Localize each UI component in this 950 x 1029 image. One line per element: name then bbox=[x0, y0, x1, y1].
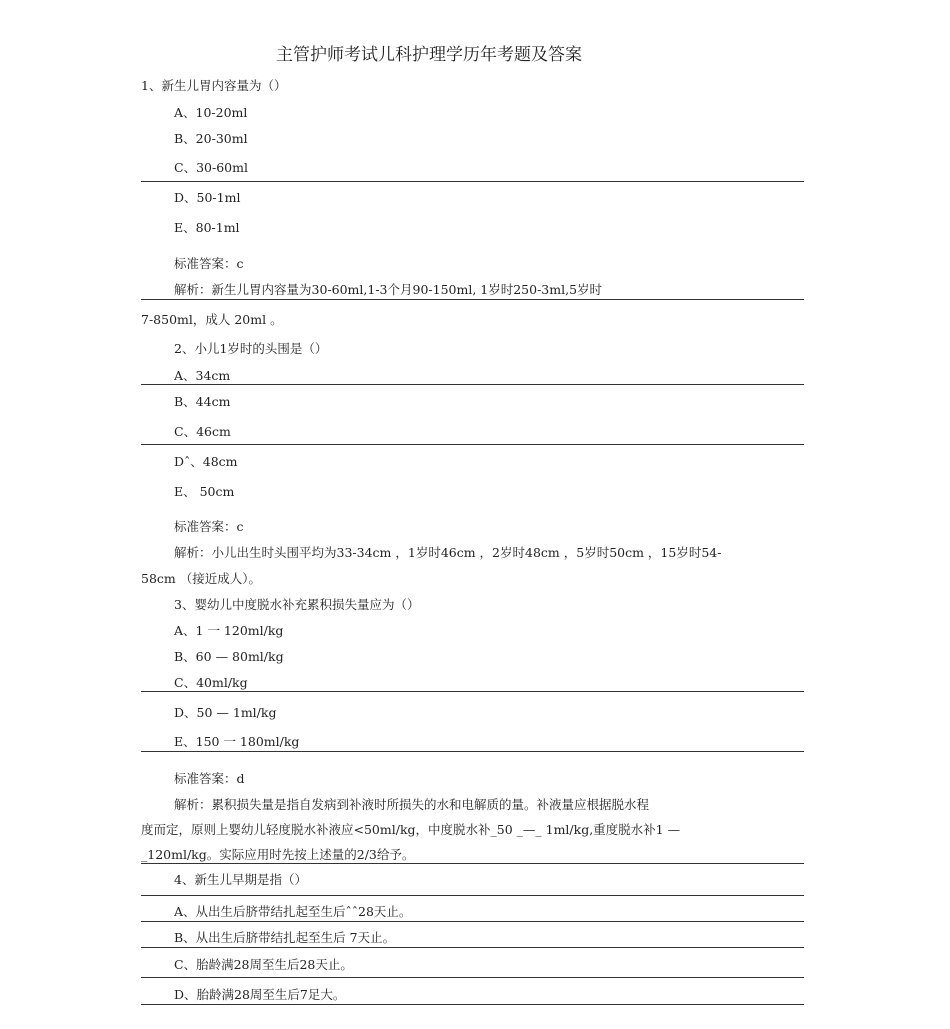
option-e: E、80-1ml bbox=[174, 220, 240, 235]
option-d: Dˆ、48cm bbox=[174, 454, 238, 469]
option-c: C、胎龄满28周至生后28天止。 bbox=[174, 957, 353, 972]
divider bbox=[141, 947, 804, 948]
divider bbox=[141, 384, 804, 385]
question-stem: 2、小儿1岁时的头围是（） bbox=[174, 341, 328, 356]
explanation-line: 7-850ml，成人 20ml 。 bbox=[141, 312, 283, 327]
divider bbox=[141, 299, 804, 300]
option-c: C、40ml/kg bbox=[174, 675, 248, 690]
explanation-line: 解析：新生儿胃内容量为30-60ml,1-3个月90-150ml, 1岁时250-3ml,5岁时 bbox=[174, 282, 603, 297]
divider bbox=[141, 863, 804, 864]
option-a: A、1 一 120ml/kg bbox=[174, 623, 284, 638]
divider bbox=[141, 444, 804, 445]
answer-text: 标准答案：d bbox=[174, 771, 245, 786]
option-b: B、从出生后脐带结扎起至生后 7天止。 bbox=[174, 930, 396, 945]
option-a: A、34cm bbox=[174, 368, 231, 383]
question-stem: 1、新生儿胃内容量为（） bbox=[141, 78, 287, 93]
option-c: C、46cm bbox=[174, 424, 231, 439]
divider bbox=[141, 977, 804, 978]
divider bbox=[141, 921, 804, 922]
option-b: B、60 — 80ml/kg bbox=[174, 649, 284, 664]
answer-text: 标准答案：c bbox=[174, 256, 244, 271]
option-a: A、10-20ml bbox=[174, 105, 248, 120]
option-d: D、胎龄满28周至生后7足大。 bbox=[174, 987, 346, 1002]
explanation-line: _120ml/kg。实际应用时先按上述量的2/3给予。 bbox=[141, 847, 415, 862]
question-stem: 4、新生儿早期是指（） bbox=[174, 872, 307, 887]
explanation-line: 解析：小儿出生时头围平均为33-34cm ，1岁时46cm ，2岁时48cm ，5岁时50cm ，15岁时54- bbox=[174, 545, 722, 560]
explanation-line: 度而定，原则上婴幼儿轻度脱水补液应<50ml/kg，中度脱水补_50 _—_ 1ml/kg,重度脱水补1 — bbox=[141, 822, 681, 837]
explanation-line: 解析：累积损失量是指自发病到补液时所损失的水和电解质的量。补液量应根据脱水程 bbox=[174, 797, 650, 812]
divider bbox=[141, 181, 804, 182]
option-d: D、50 — 1ml/kg bbox=[174, 705, 277, 720]
option-e: E、 50cm bbox=[174, 484, 235, 499]
divider bbox=[141, 691, 804, 692]
divider bbox=[141, 1004, 804, 1005]
option-b: B、44cm bbox=[174, 394, 231, 409]
document-title: 主管护师考试儿科护理学历年考题及答案 bbox=[276, 45, 582, 65]
answer-text: 标准答案：c bbox=[174, 519, 244, 534]
option-a: A、从出生后脐带结扎起至生后ˆˆ28天止。 bbox=[174, 904, 412, 919]
option-b: B、20-30ml bbox=[174, 131, 248, 146]
divider bbox=[141, 895, 804, 896]
option-d: D、50-1ml bbox=[174, 190, 241, 205]
divider bbox=[141, 751, 804, 752]
option-e: E、150 一 180ml/kg bbox=[174, 734, 300, 749]
question-stem: 3、婴幼儿中度脱水补充累积损失量应为（） bbox=[174, 597, 420, 612]
explanation-line: 58cm （接近成人）。 bbox=[141, 571, 261, 586]
option-c: C、30-60ml bbox=[174, 160, 248, 175]
